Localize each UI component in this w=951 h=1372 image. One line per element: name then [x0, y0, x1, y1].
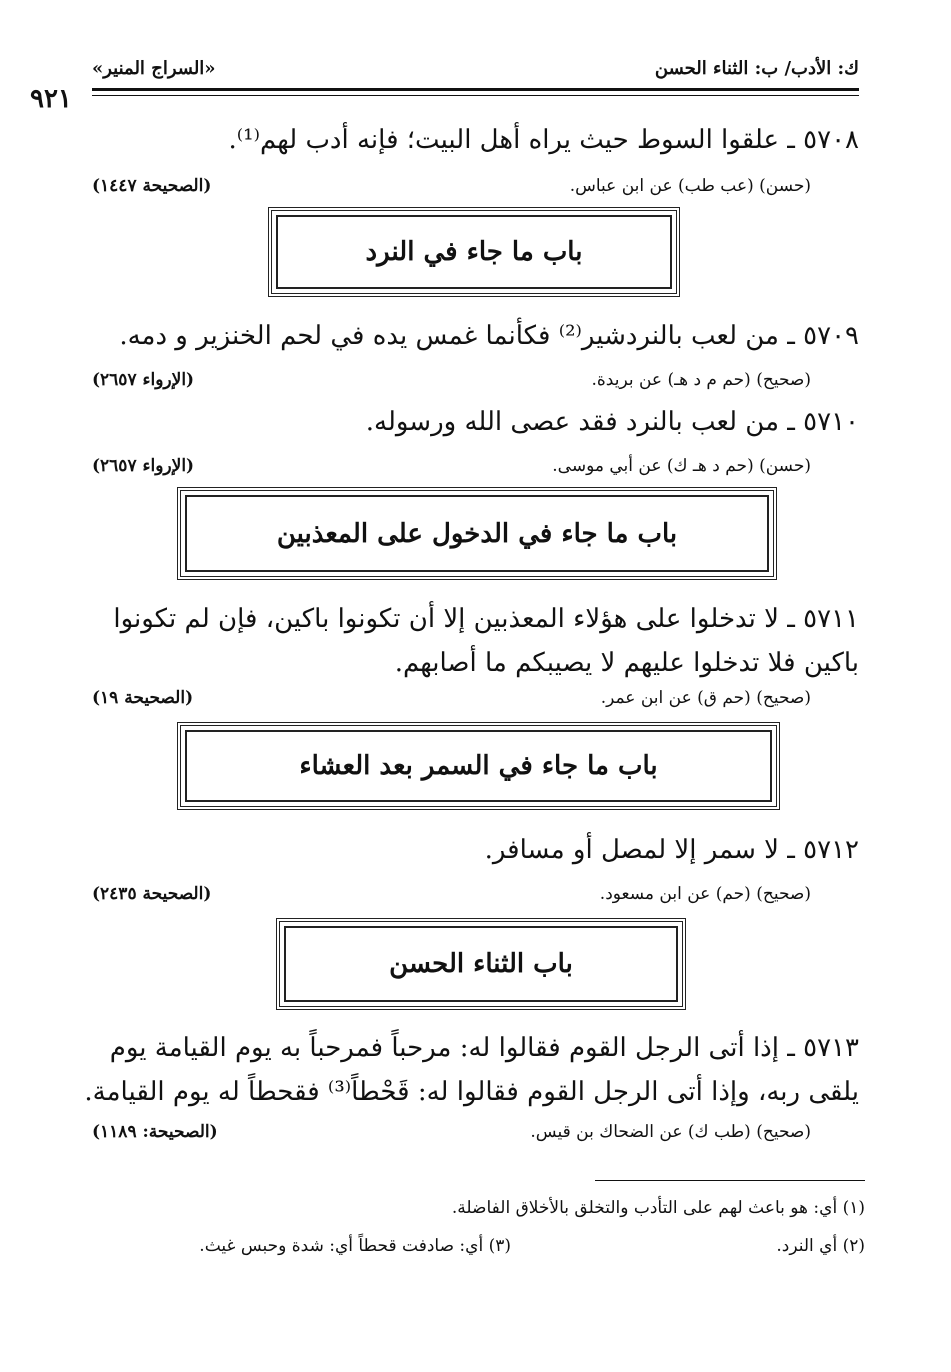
- hadith-reference: (الصحيحة ٢٤٣٥): [92, 884, 212, 904]
- chapter-heading: باب ما جاء في النرد: [365, 237, 583, 267]
- footnote: (١) أي: هو باعث لهم على التأدب والتخلق بالأخلاق الفاضلة.: [451, 1198, 865, 1218]
- hadith-source: (صحيح) (حم) عن ابن مسعود.: [599, 884, 811, 904]
- chapter-heading-box: [177, 722, 780, 810]
- footnote-rule: [595, 1180, 865, 1181]
- chapter-heading-box: [268, 207, 680, 297]
- hadith-text: ٥٧١٣ ـ إذا أتى الرجل القوم فقالوا له: مرحباً فمرحباً به يوم القيامة يوم يلقى ربه، وإذا أتى الرجل القوم فقالوا له: قَحْطاً⁽³⁾ فقحطاً له يوم القيامة.: [84, 1033, 859, 1107]
- hadith-text: ٥٧١١ ـ لا تدخلوا على هؤلاء المعذبين إلا أن تكونوا باكين، فإن لم تكونوا باكين فلا تدخلوا عليهم لا يصيبكم ما أصابهم.: [113, 604, 859, 678]
- page-number: ٩٢١: [30, 84, 72, 114]
- footnote: (٢) أي النرد.: [776, 1236, 865, 1256]
- header-rule-thick: [92, 88, 859, 91]
- hadith-text: ٥٧١٢ ـ لا سمر إلا لمصل أو مسافر.: [484, 835, 859, 865]
- chapter-header: ك: الأدب/ ب: الثناء الحسن: [654, 58, 859, 79]
- hadith-source: (صحيح) (حم م د هـ) عن بريدة.: [591, 370, 811, 390]
- hadith-source: (صحيح) (طب ك) عن الضحاك بن قيس.: [530, 1122, 811, 1142]
- chapter-heading-box: [177, 487, 777, 580]
- chapter-heading: باب ما جاء في السمر بعد العشاء: [299, 751, 658, 781]
- hadith-reference: (الصحيحة: ١١٨٩): [92, 1122, 218, 1142]
- hadith-source: (صحيح) (حم ق) عن ابن عمر.: [600, 688, 811, 708]
- footnote: (٣) أي: صادفت قحطاً أي: شدة وحبس غيث.: [199, 1236, 511, 1256]
- header-rule-thin: [92, 95, 859, 96]
- hadith-source: (حسن) (عب طب) عن ابن عباس.: [569, 176, 811, 196]
- chapter-heading: باب الثناء الحسن: [389, 949, 573, 979]
- hadith-text: ٥٧٠٩ ـ من لعب بالنردشير⁽²⁾ فكأنما غمس يده في لحم الخنزير و دمه.: [119, 321, 859, 351]
- hadith-text: ٥٧١٠ ـ من لعب بالنرد فقد عصى الله ورسوله.: [365, 407, 859, 437]
- book-title: «السراج المنير»: [92, 58, 216, 79]
- chapter-heading: باب ما جاء في الدخول على المعذبين: [276, 518, 678, 549]
- hadith-reference: (الصحيحة ١٩): [92, 688, 194, 708]
- hadith-reference: (الإرواء ٢٦٥٧): [92, 456, 195, 476]
- hadith-source: (حسن) (حم د هـ ك) عن أبي موسى.: [552, 456, 811, 476]
- hadith-reference: (الصحيحة ١٤٤٧): [92, 176, 212, 196]
- chapter-heading-box: [276, 918, 686, 1010]
- hadith-text: ٥٧٠٨ ـ علقوا السوط حيث يراه أهل البيت؛ فإنه أدب لهم⁽¹⁾.: [228, 125, 859, 155]
- hadith-reference: (الإرواء ٢٦٥٧): [92, 370, 195, 390]
